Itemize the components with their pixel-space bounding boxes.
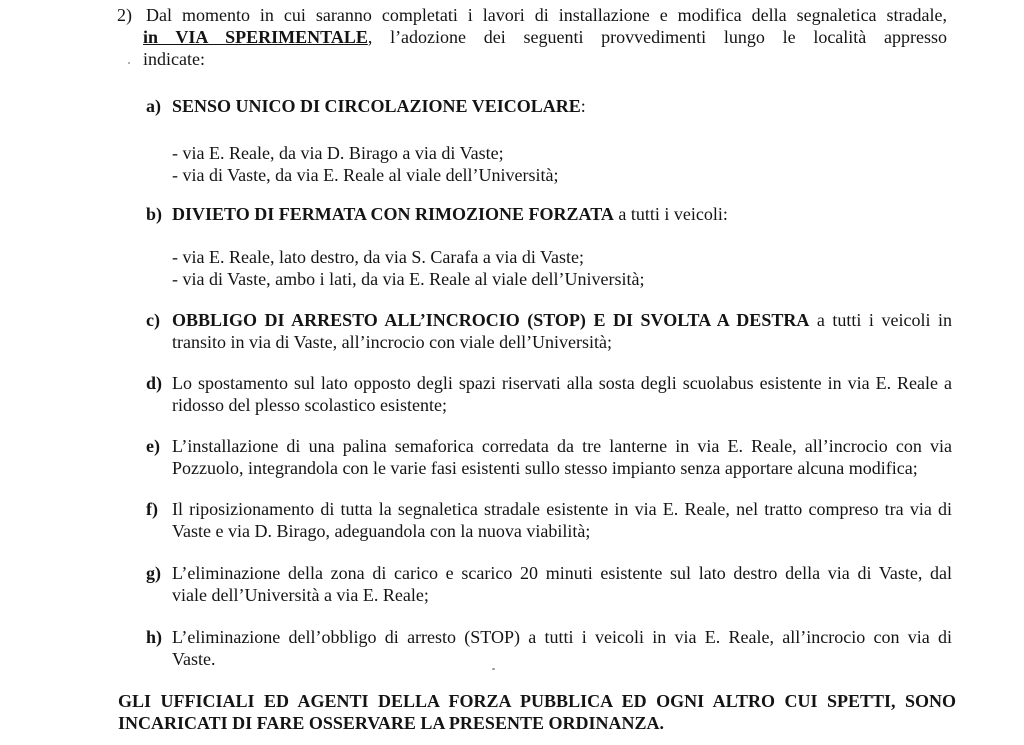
item-line-2: Vaste.	[172, 649, 216, 669]
item-heading: DIVIETO DI FERMATA CON RIMOZIONE FORZATA	[172, 204, 614, 224]
item-a-list	[172, 142, 559, 186]
item-letter: a)	[146, 96, 161, 116]
item-line-2: viale dell’Università a via E. Reale;	[172, 585, 429, 605]
item-b-list	[172, 246, 645, 290]
list-item: - via di Vaste, da via E. Reale al viale dell’Università;	[172, 165, 559, 185]
intro-text-2: , l’adozione dei seguenti provvedimenti lungo le località appresso	[367, 27, 947, 47]
item-line-1	[146, 435, 952, 457]
item-line-2: transito in via di Vaste, all’incrocio con viale dell’Università;	[172, 332, 613, 352]
item-letter: e)	[146, 436, 160, 456]
item-text-1: Il riposizionamento di tutta la segnaletica stradale esistente in via E. Reale, nel tratto compreso tra via di	[172, 499, 952, 519]
scan-speck	[128, 62, 130, 64]
closing-statement	[118, 690, 956, 734]
item-h	[146, 626, 952, 670]
via-sperimentale-underlined: in VIA SPERIMENTALE	[143, 27, 368, 47]
item-text-1: a tutti i veicoli in	[809, 310, 952, 330]
item-suffix: a tutti i veicoli:	[613, 204, 728, 224]
list-item: - via E. Reale, lato destro, da via S. Carafa a via di Vaste;	[172, 247, 585, 267]
closing-line-1: GLI UFFICIALI ED AGENTI DELLA FORZA PUBBLICA ED OGNI ALTRO CUI SPETTI, SONO	[118, 691, 956, 711]
item-line-2: Vaste e via D. Birago, adeguandola con la nuova viabilità;	[172, 521, 591, 541]
item-a	[146, 95, 952, 117]
list-item: - via E. Reale, da via D. Birago a via di Vaste;	[172, 143, 504, 163]
item-d	[146, 372, 952, 416]
item-line-1	[146, 626, 952, 648]
scan-speck	[492, 668, 495, 670]
item-letter: c)	[146, 310, 160, 330]
closing-line-2: INCARICATI DI FARE OSSERVARE LA PRESENTE ORDINANZA.	[118, 713, 664, 733]
item-text-1: L’installazione di una palina semaforica corredata da tre lanterne in via E. Reale, all’incrocio con via	[172, 436, 952, 456]
paragraph-number: 2)	[117, 5, 132, 25]
item-line-1	[146, 372, 952, 394]
intro-paragraph	[117, 4, 947, 70]
item-letter: h)	[146, 627, 163, 647]
item-text-1: Lo spostamento sul lato opposto degli spazi riservati alla sosta degli scuolabus esistente in via E. Reale a	[172, 373, 952, 393]
intro-text-1: Dal momento in cui saranno completati i lavori di installazione e modifica della segnaletica stradale,	[145, 5, 947, 25]
item-letter: f)	[146, 499, 158, 519]
item-suffix: :	[580, 96, 586, 116]
intro-line-1	[117, 4, 947, 26]
intro-line-2	[117, 26, 947, 48]
item-line-1	[146, 562, 952, 584]
item-line-1	[146, 309, 952, 331]
intro-line-3: indicate:	[143, 49, 205, 69]
item-text-1: L’eliminazione dell’obbligo di arresto (STOP) a tutti i veicoli in via E. Reale, all’incrocio con via di	[172, 627, 952, 647]
item-letter: b)	[146, 204, 163, 224]
item-line-2: Pozzuolo, integrandola con le varie fasi esistenti sullo stesso impianto senza apportare alcuna modifica;	[172, 458, 918, 478]
item-letter: g)	[146, 563, 161, 583]
item-line-2: ridosso del plesso scolastico esistente;	[172, 395, 447, 415]
item-e	[146, 435, 952, 479]
item-f	[146, 498, 952, 542]
list-item: - via di Vaste, ambo i lati, da via E. Reale al viale dell’Università;	[172, 269, 645, 289]
item-letter: d)	[146, 373, 163, 393]
item-g	[146, 562, 952, 606]
item-heading: SENSO UNICO DI CIRCOLAZIONE VEICOLARE	[172, 96, 581, 116]
item-b	[146, 203, 952, 225]
item-c	[146, 309, 952, 353]
item-line-1	[146, 498, 952, 520]
item-text-1: L’eliminazione della zona di carico e scarico 20 minuti esistente sul lato destro della via di Vaste, dal	[172, 563, 952, 583]
item-heading: OBBLIGO DI ARRESTO ALL’INCROCIO (STOP) E DI SVOLTA A DESTRA	[172, 310, 810, 330]
